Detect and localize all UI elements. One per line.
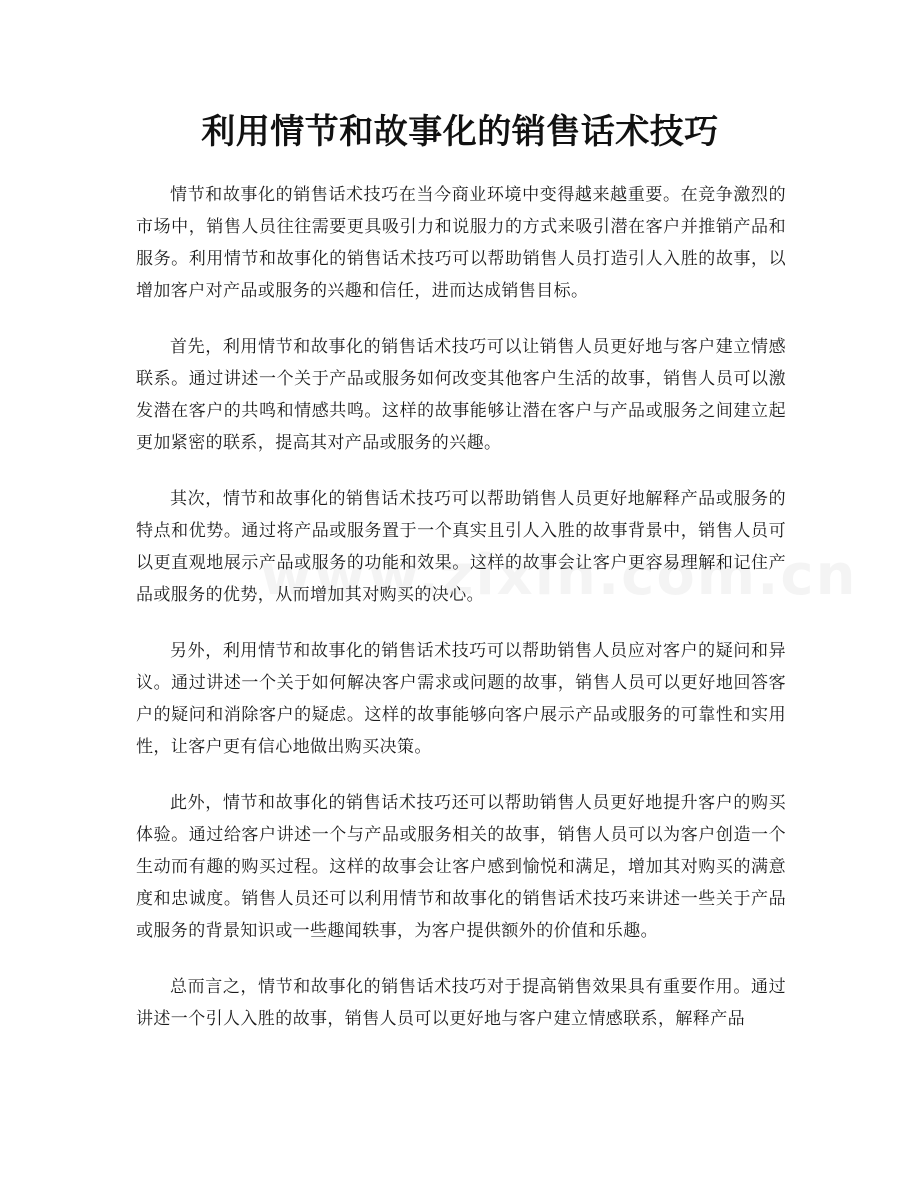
paragraph: 此外，情节和故事化的销售话术技巧还可以帮助销售人员更好地提升客户的购买体验。通过给客户讲述一个与产品或服务相关的故事，销售人员可以为客户创造一个生动而有趣的购买过程。这样的故事会让客户感到愉悦和满足，增加其对购买的满意度和忠诚度。销售人员还可以利用情节和故事化的销售话术技巧来讲述一些关于产品或服务的背景知识或一些趣闻轶事，为客户提供额外的价值和乐趣。	[136, 793, 786, 941]
paragraph: 另外，利用情节和故事化的销售话术技巧可以帮助销售人员应对客户的疑问和异议。通过讲述一个关于如何解决客户需求或问题的故事，销售人员可以更好地回答客户的疑问和消除客户的疑虑。这样的故事能够向客户展示产品或服务的可靠性和实用性，让客户更有信心地做出购买决策。	[136, 641, 786, 757]
document-title: 利用情节和故事化的销售话术技巧	[201, 112, 719, 152]
document-body	[136, 179, 786, 1059]
paragraph: 情节和故事化的销售话术技巧在当今商业环境中变得越来越重要。在竞争激烈的市场中，销售人员往往需要更具吸引力和说服力的方式来吸引潜在客户并推销产品和服务。利用情节和故事化的销售话术技巧可以帮助销售人员打造引人入胜的故事，以增加客户对产品或服务的兴趣和信任，进而达成销售目标。	[136, 185, 786, 301]
paragraph: 总而言之，情节和故事化的销售话术技巧对于提高销售效果具有重要作用。通过讲述一个引人入胜的故事，销售人员可以更好地与客户建立情感联系，解释产品	[136, 977, 786, 1029]
paragraph: 首先，利用情节和故事化的销售话术技巧可以让销售人员更好地与客户建立情感联系。通过讲述一个关于产品或服务如何改变其他客户生活的故事，销售人员可以激发潜在客户的共鸣和情感共鸣。这样的故事能够让潜在客户与产品或服务之间建立起更加紧密的联系，提高其对产品或服务的兴趣。	[136, 337, 786, 453]
paragraph: 其次，情节和故事化的销售话术技巧可以帮助销售人员更好地解释产品或服务的特点和优势。通过将产品或服务置于一个真实且引人入胜的故事背景中，销售人员可以更直观地展示产品或服务的功能和效果。这样的故事会让客户更容易理解和记住产品或服务的优势，从而增加其对购买的决心。	[136, 489, 786, 605]
